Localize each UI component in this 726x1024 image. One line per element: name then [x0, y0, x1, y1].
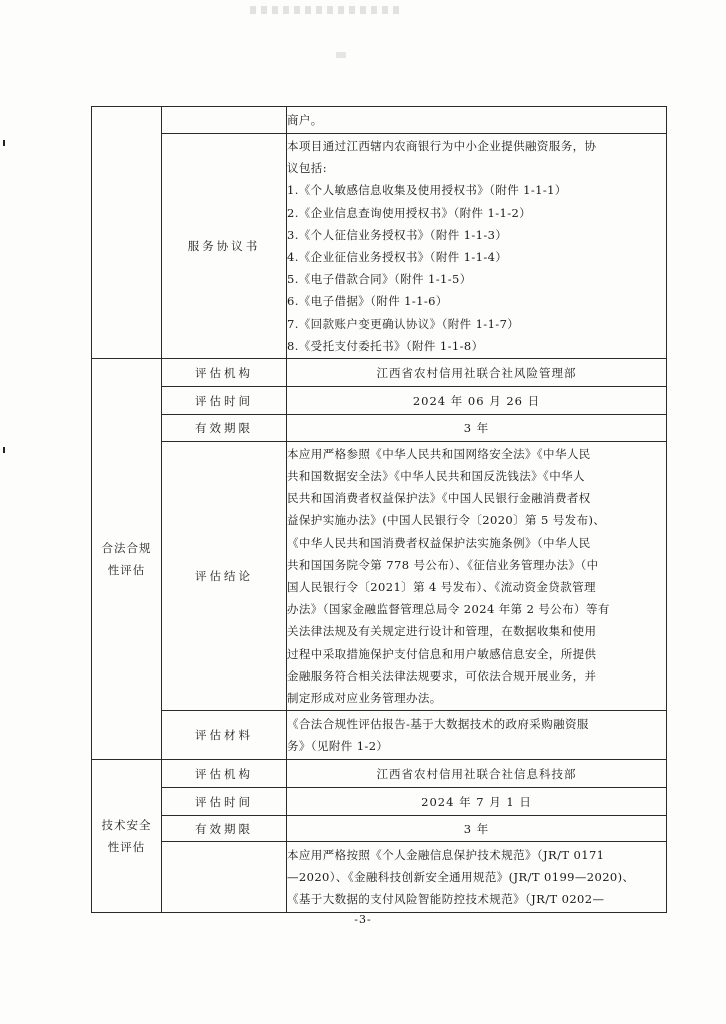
label-cell-continued [162, 107, 287, 134]
table-row [92, 134, 667, 359]
tech-validity-value: 3 年 [287, 816, 667, 842]
table-row [92, 711, 667, 760]
tech-security-category [92, 760, 162, 913]
compliance-material-label: 评估材料 [162, 711, 287, 760]
table-row [92, 415, 667, 442]
category-line: 性评估 [107, 563, 146, 577]
text-line: 制定形成对应业务管理办法。 [287, 690, 442, 705]
text-line: 《基于大数据的支付风险智能防控技术规范》（JR/T 0202— [287, 892, 605, 907]
compliance-validity-value: 3 年 [287, 415, 667, 442]
table-row [92, 760, 667, 788]
text-line: 《中华人民共和国消费者权益保护法实施条例》（中华人民 [287, 535, 591, 550]
text-line: 6.《电子借据》（附件 1-1-6） [287, 294, 448, 309]
evaluation-table [91, 106, 667, 913]
text-line: 过程中采取措施保护支付信息和用户敏感信息安全，所提供 [287, 646, 597, 661]
text-line: 1.《个人敏感信息收集及使用授权书》（附件 1-1-1） [287, 183, 567, 198]
table-row [92, 359, 667, 387]
compliance-material-content [287, 711, 667, 760]
text-line: 务》（见附件 1-2） [287, 739, 389, 753]
table-row [92, 387, 667, 415]
text-line: 7.《回款账户变更确认协议》（附件 1-1-7） [287, 316, 520, 331]
service-agreement-content [287, 134, 667, 359]
service-agreement-label: 服务协议书 [162, 134, 287, 359]
category-line: 技术安全 [101, 818, 152, 832]
compliance-category [92, 359, 162, 760]
compliance-conclusion-content [287, 442, 667, 711]
tech-conclusion-label [162, 842, 287, 913]
table-row [92, 107, 667, 134]
text-line: 8.《受托支付委托书》（附件 1-1-8） [287, 338, 484, 353]
scan-edge-mark [3, 447, 5, 453]
scan-artifact [250, 6, 400, 14]
text-line: 办法》（国家金融监督管理总局令 2024 年第 2 号公布）等有 [287, 602, 610, 617]
tech-conclusion-content [287, 842, 667, 913]
compliance-org-label: 评估机构 [162, 359, 287, 387]
category-line: 性评估 [107, 840, 146, 854]
text-line: 国人民银行令〔2021〕第 4 号发布）、《流动资金贷款管理 [287, 580, 596, 594]
scan-artifact [336, 52, 346, 58]
text-line: —2020）、《金融科技创新安全通用规范》(JR/T 0199—2020)、 [287, 869, 635, 884]
compliance-org-value: 江西省农村信用社联合社风险管理部 [287, 359, 667, 387]
tech-time-value: 2024 年 7 月 1 日 [287, 788, 667, 816]
text-line: 民共和国消费者权益保护法》《中国人民银行金融消费者权 [287, 491, 591, 506]
text-line: 共和国数据安全法》《中华人民共和国反洗钱法》《中华人 [287, 469, 585, 484]
compliance-conclusion-label: 评估结论 [162, 442, 287, 711]
text-line: 3.《个人征信业务授权书》（附件 1-1-3） [287, 227, 508, 242]
tech-org-label: 评估机构 [162, 760, 287, 788]
tech-time-label: 评估时间 [162, 788, 287, 816]
tech-validity-label: 有效期限 [162, 816, 287, 842]
text-line: 商户。 [287, 112, 323, 127]
text-line: 共和国国务院令第 778 号公布）、《征信业务管理办法》（中 [287, 557, 599, 572]
text-line: 关法律法规及有关规定进行设计和管理，在数据收集和使用 [287, 624, 597, 639]
tech-org-value: 江西省农村信用社联合社信息科技部 [287, 760, 667, 788]
page-number: -3- [354, 913, 372, 926]
compliance-validity-label: 有效期限 [162, 415, 287, 442]
text-line: 议包括: [287, 161, 327, 176]
compliance-time-value: 2024 年 06 月 26 日 [287, 387, 667, 415]
text-line: 4.《企业征信业务授权书》（附件 1-1-4） [287, 250, 508, 264]
text-line: 2.《企业信息查询使用授权书》（附件 1-1-2） [287, 205, 532, 220]
continued-text-cell [287, 107, 667, 134]
table-row [92, 816, 667, 842]
category-line: 合法合规 [101, 541, 152, 555]
scan-edge-mark [3, 140, 5, 146]
text-line: 本应用严格按照《个人金融信息保护技术规范》（JR/T 0171 [287, 847, 605, 862]
compliance-time-label: 评估时间 [162, 387, 287, 415]
text-line: 本应用严格参照《中华人民共和国网络安全法》《中华人民 [287, 446, 591, 461]
table-row [92, 442, 667, 711]
category-cell-continued [92, 107, 162, 359]
text-line: 《合法合规性评估报告-基于大数据技术的政府采购融资服 [287, 716, 589, 731]
text-line: 5.《电子借款合同》（附件 1-1-5） [287, 272, 472, 287]
text-line: 本项目通过江西辖内农商银行为中小企业提供融资服务，协 [287, 139, 597, 154]
text-line: 益保护实施办法》(中国人民银行令〔2020〕第 5 号发布)、 [287, 513, 606, 528]
table-row [92, 842, 667, 913]
text-line: 金融服务符合相关法律法规要求，可依法合规开展业务，并 [287, 668, 597, 683]
table-row [92, 788, 667, 816]
